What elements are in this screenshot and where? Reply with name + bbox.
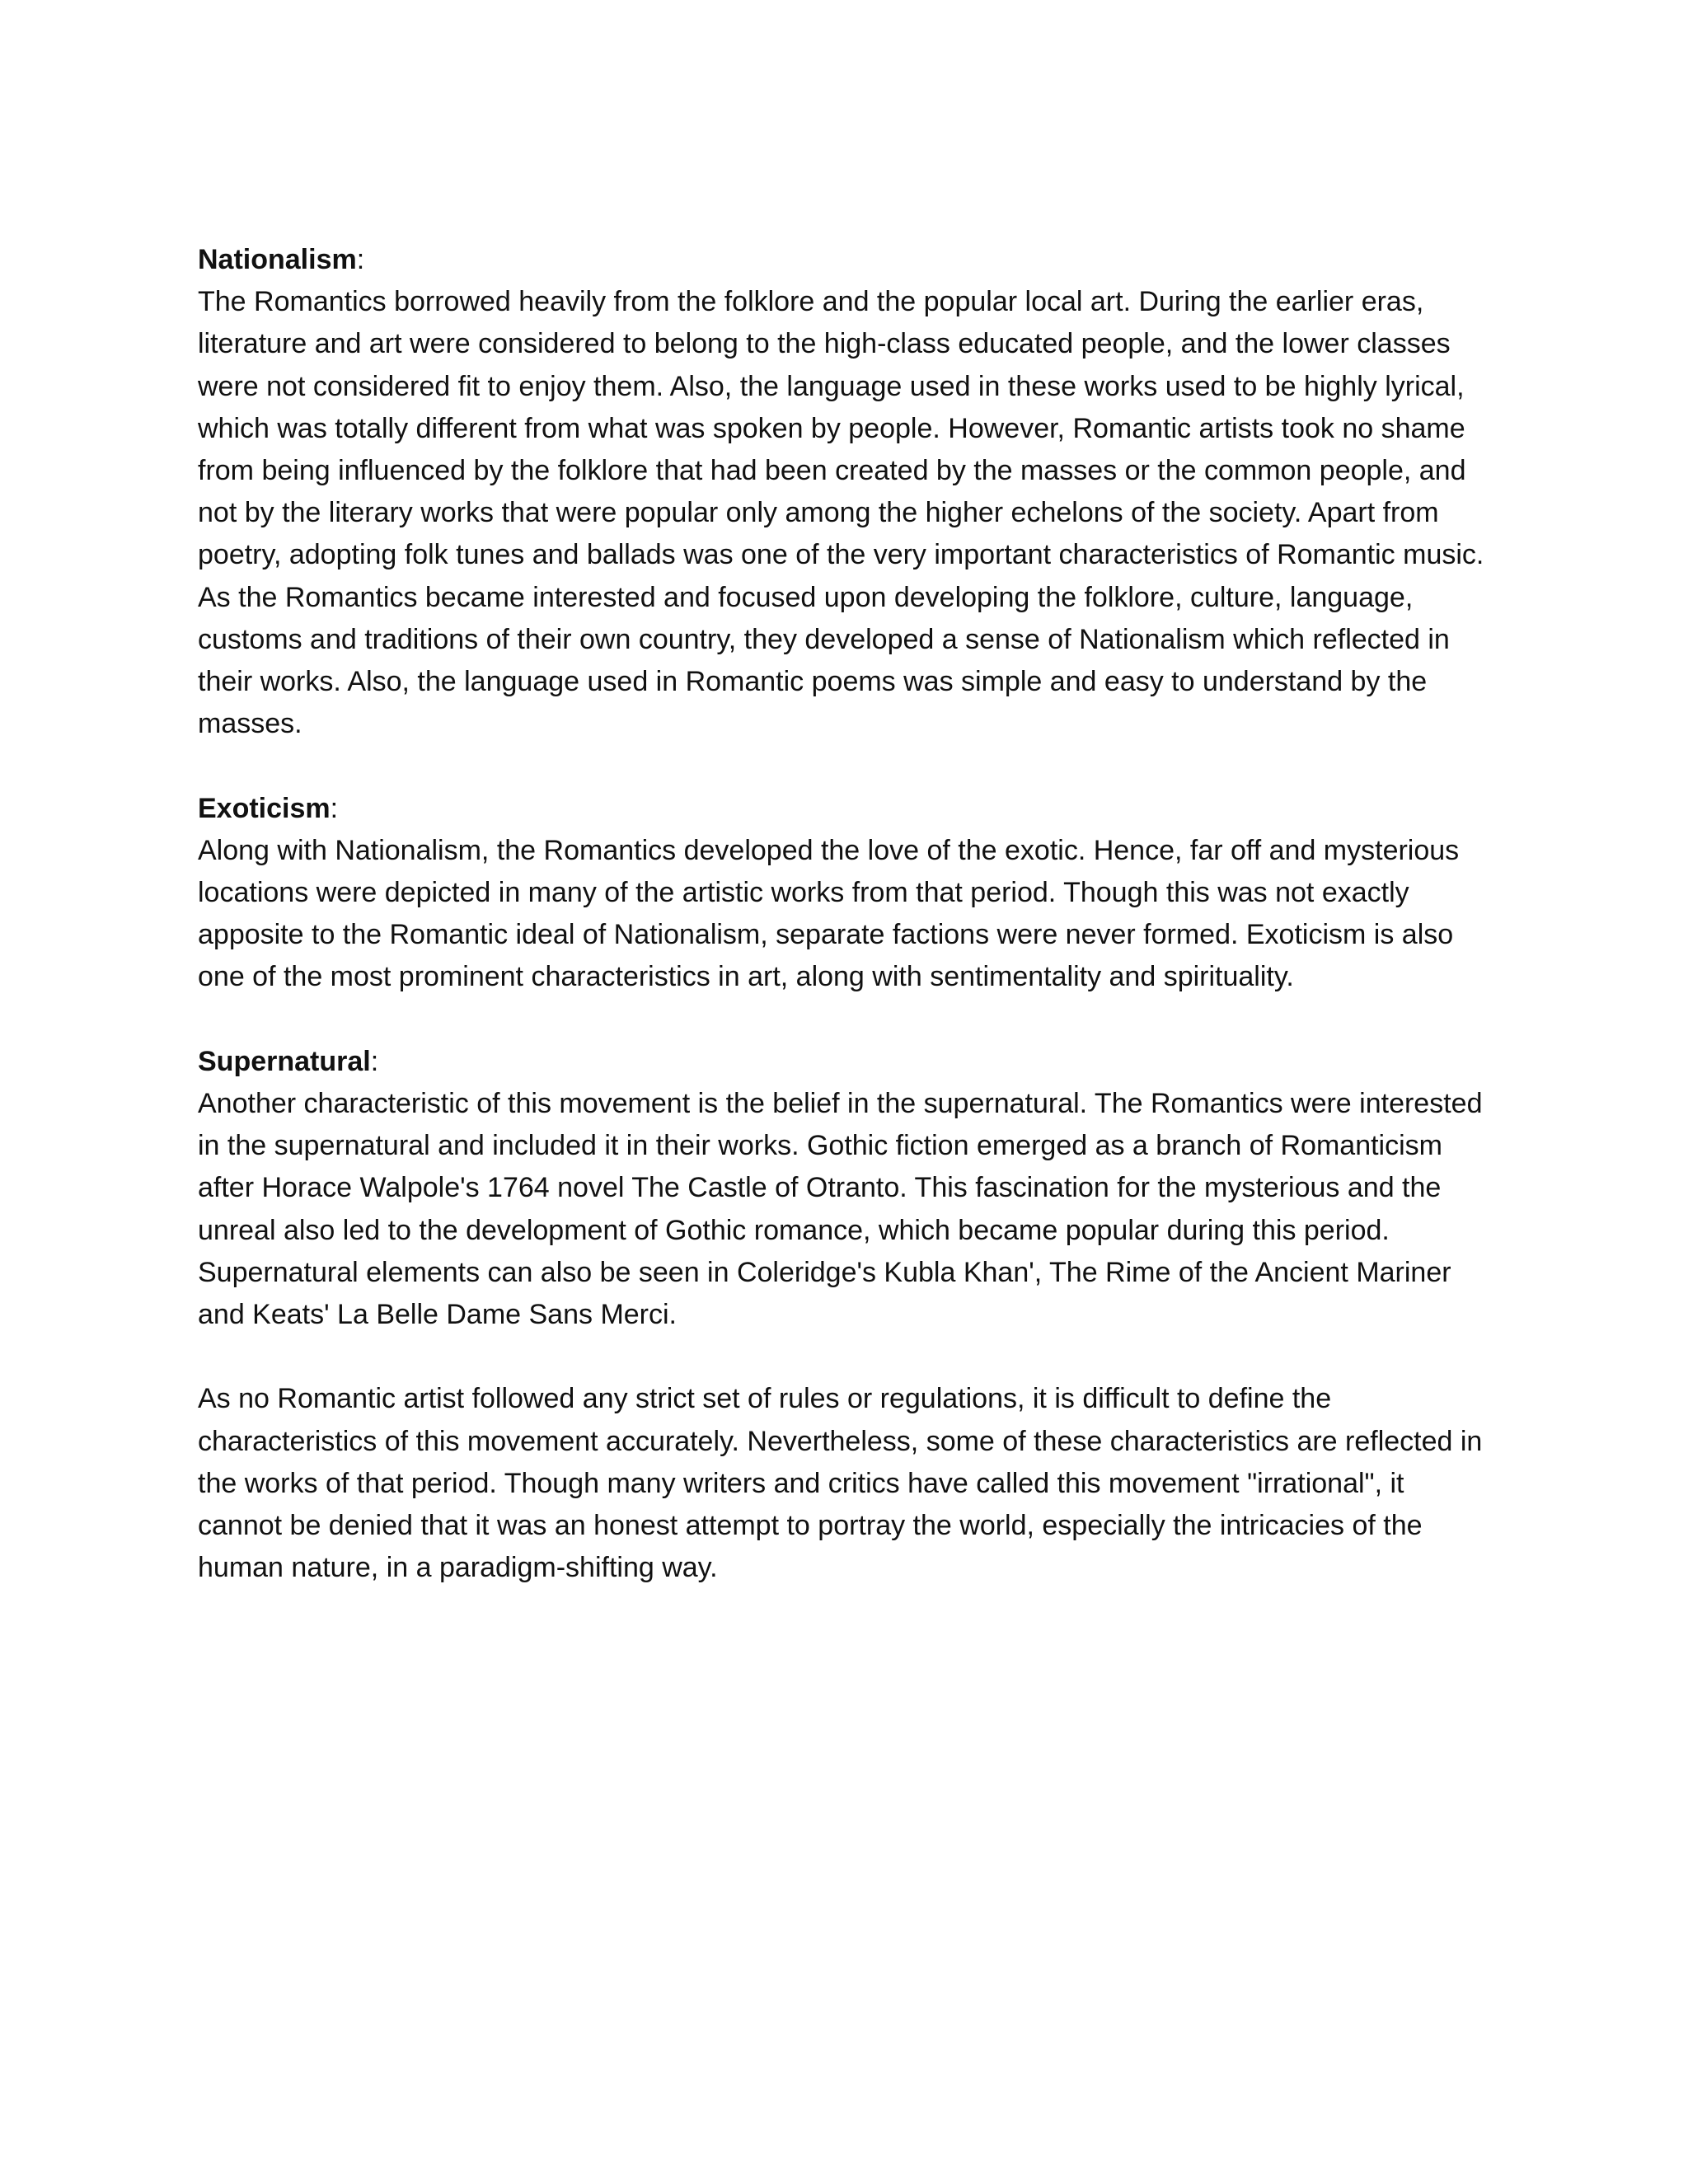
- paragraph-gap: [198, 999, 1492, 1041]
- section-conclusion: [198, 1378, 1492, 1589]
- section-heading: [198, 1041, 1492, 1083]
- section-paragraph: The Romantics borrowed heavily from the folklore and the popular local art. During the earlier eras, literature and art were considered to belong to the high-class educated people, and the lower classes were not considered fit to enjoy them. Also, the language used in these works used to be highly lyrical, which was totally different from what was spoken by people. However, Romantic artists took no shame from being influenced by the folklore that had been created by the masses or the common people, and not by the literary works that were popular only among the higher echelons of the society. Apart from poetry, adopting folk tunes and ballads was one of the very important characteristics of Romantic music. As the Romantics became interested and focused upon developing the folklore, culture, language, customs and traditions of their own country, they developed a sense of Nationalism which reflected in their works. Also, the language used in Romantic poems was simple and easy to understand by the masses.: [198, 286, 1484, 740]
- section-heading: [198, 788, 1492, 830]
- document-body: [198, 239, 1492, 1589]
- section-heading: [198, 239, 1492, 281]
- section-exoticism: [198, 788, 1492, 999]
- heading-colon: :: [356, 244, 365, 275]
- section-nationalism: [198, 239, 1492, 745]
- paragraph-gap: [198, 1336, 1492, 1378]
- section-supernatural: [198, 1041, 1492, 1336]
- conclusion-paragraph: As no Romantic artist followed any strict set of rules or regulations, it is difficult to define the characteristics of this movement accurately. Nevertheless, some of these characteristics are reflected in the works of that period. Though many writers and critics have called this movement "irrational", it cannot be denied that it was an honest attempt to portray the world, especially the intricacies of the human nature, in a paradigm-shifting way.: [198, 1383, 1483, 1584]
- section-heading-text: Supernatural: [198, 1045, 371, 1077]
- paragraph-gap: [198, 745, 1492, 787]
- heading-colon: :: [330, 792, 339, 824]
- section-heading-text: Exoticism: [198, 792, 331, 824]
- section-paragraph: Along with Nationalism, the Romantics developed the love of the exotic. Hence, far off and mysterious locations were depicted in many of the artistic works from that period. Though this was not exactly apposite to the Romantic ideal of Nationalism, separate factions were never formed. Exoticism is also one of the most prominent characteristics in art, along with sentimentality and spirituality.: [198, 834, 1460, 993]
- section-paragraph: Another characteristic of this movement is the belief in the supernatural. The Romantics were interested in the supernatural and included it in their works. Gothic fiction emerged as a branch of Romanticism after Horace Walpole's 1764 novel The Castle of Otranto. This fascination for the mysterious and the unreal also led to the development of Gothic romance, which became popular during this period. Supernatural elements can also be seen in Coleridge's Kubla Khan', The Rime of the Ancient Mariner and Keats' La Belle Dame Sans Merci.: [198, 1088, 1483, 1331]
- section-heading-text: Nationalism: [198, 244, 357, 275]
- heading-colon: :: [370, 1045, 379, 1077]
